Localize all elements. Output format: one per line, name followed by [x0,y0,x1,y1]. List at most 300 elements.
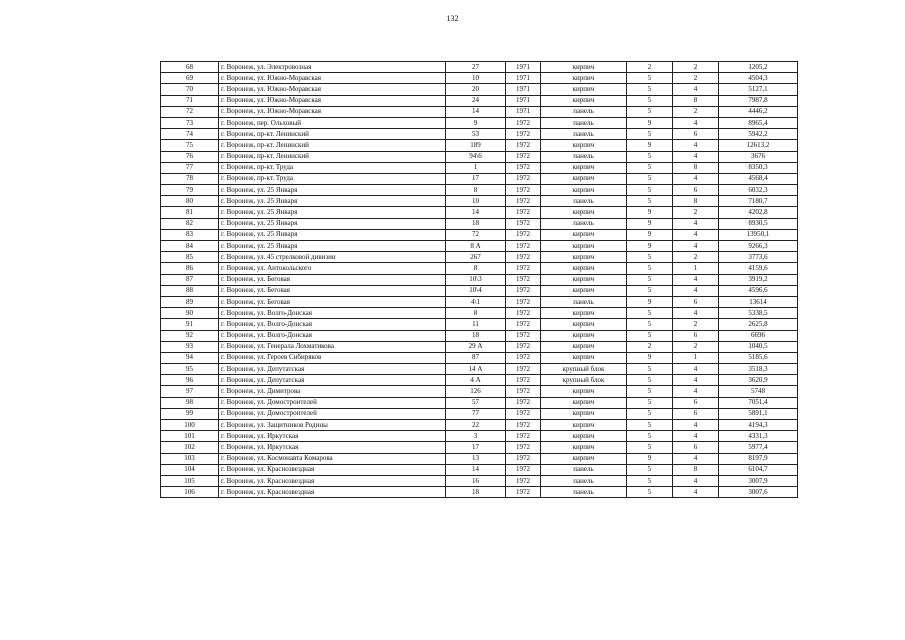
area-cell: 8965,4 [719,117,798,128]
row-number: 102 [161,442,219,453]
floors-cell: 2 [627,62,673,73]
house-number-cell: 87 [446,352,506,363]
row-number: 69 [161,73,219,84]
floors-cell: 9 [627,229,673,240]
house-number-cell: 53 [446,129,506,140]
area-cell: 2625,8 [719,319,798,330]
area-cell: 4568,4 [719,173,798,184]
row-number: 93 [161,341,219,352]
year-cell: 1972 [506,330,541,341]
material-cell: кирпич [541,185,627,196]
area-cell: 5185,6 [719,352,798,363]
address-cell: г. Воронеж, пр-кт. Ленинский [219,140,446,151]
address-cell: г. Воронеж, ул. Домостроителей [219,397,446,408]
area-cell: 4504,3 [719,73,798,84]
material-cell: кирпич [541,62,627,73]
row-number: 71 [161,95,219,106]
house-number-cell: 20 [446,84,506,95]
address-cell: г. Воронеж, ул. Краснозвездная [219,475,446,486]
entrances-cell: 1 [673,352,719,363]
table-row [161,308,798,319]
material-cell: кирпич [541,252,627,263]
row-number: 70 [161,84,219,95]
area-cell: 5977,4 [719,442,798,453]
table-row [161,453,798,464]
material-cell: кирпич [541,241,627,252]
entrances-cell: 4 [673,140,719,151]
house-number-cell: 72 [446,229,506,240]
row-number: 86 [161,263,219,274]
address-cell: г. Воронеж, ул. 25 Января [219,207,446,218]
address-cell: г. Воронеж, ул. Электровозная [219,62,446,73]
address-cell: г. Воронеж, ул. Иркутская [219,442,446,453]
material-cell: крупный блок [541,375,627,386]
material-cell: панель [541,464,627,475]
row-number: 77 [161,162,219,173]
address-cell: г. Воронеж, ул. Иркутская [219,431,446,442]
table-row [161,73,798,84]
house-number-cell: 13 [446,453,506,464]
table-body [161,62,798,498]
row-number: 99 [161,408,219,419]
table-row [161,218,798,229]
address-cell: г. Воронеж, ул. 25 Января [219,229,446,240]
table-row [161,129,798,140]
address-cell: г. Воронеж, ул. Волго-Донская [219,308,446,319]
address-cell: г. Воронеж, ул. 25 Января [219,185,446,196]
material-cell: кирпич [541,319,627,330]
floors-cell: 5 [627,162,673,173]
year-cell: 1972 [506,308,541,319]
entrances-cell: 6 [673,397,719,408]
row-number: 76 [161,151,219,162]
year-cell: 1972 [506,229,541,240]
year-cell: 1972 [506,397,541,408]
floors-cell: 5 [627,73,673,84]
floors-cell: 5 [627,274,673,285]
row-number: 85 [161,252,219,263]
address-cell: г. Воронеж, ул. Депутатская [219,375,446,386]
row-number: 73 [161,117,219,128]
address-cell: г. Воронеж, ул. Домостроителей [219,408,446,419]
floors-cell: 9 [627,117,673,128]
house-number-cell: 18 [446,487,506,498]
table-row [161,84,798,95]
row-number: 89 [161,296,219,307]
address-cell: г. Воронеж, ул. Героев Сибиряков [219,352,446,363]
table-row [161,207,798,218]
entrances-cell: 4 [673,487,719,498]
entrances-cell: 4 [673,364,719,375]
entrances-cell: 6 [673,296,719,307]
year-cell: 1972 [506,475,541,486]
material-cell: кирпич [541,442,627,453]
area-cell: 13614 [719,296,798,307]
year-cell: 1972 [506,408,541,419]
year-cell: 1972 [506,196,541,207]
floors-cell: 5 [627,397,673,408]
area-cell: 5748 [719,386,798,397]
entrances-cell: 4 [673,420,719,431]
house-number-cell: 14 [446,106,506,117]
row-number: 103 [161,453,219,464]
row-number: 87 [161,274,219,285]
house-number-cell: 94\6 [446,151,506,162]
entrances-cell: 2 [673,319,719,330]
material-cell: панель [541,106,627,117]
row-number: 83 [161,229,219,240]
table-row [161,106,798,117]
year-cell: 1972 [506,185,541,196]
table-row [161,475,798,486]
area-cell: 4202,8 [719,207,798,218]
floors-cell: 5 [627,431,673,442]
table-row [161,352,798,363]
material-cell: кирпич [541,431,627,442]
floors-cell: 5 [627,386,673,397]
house-number-cell: 17 [446,442,506,453]
material-cell: кирпич [541,352,627,363]
year-cell: 1972 [506,464,541,475]
entrances-cell: 4 [673,84,719,95]
table-row [161,173,798,184]
house-number-cell: 77 [446,408,506,419]
material-cell: панель [541,117,627,128]
area-cell: 4446,2 [719,106,798,117]
year-cell: 1972 [506,274,541,285]
floors-cell: 5 [627,84,673,95]
table-row [161,241,798,252]
table-row [161,464,798,475]
table-row [161,285,798,296]
row-number: 88 [161,285,219,296]
year-cell: 1972 [506,151,541,162]
entrances-cell: 2 [673,73,719,84]
floors-cell: 5 [627,252,673,263]
floors-cell: 9 [627,218,673,229]
house-number-cell: 8 [446,308,506,319]
year-cell: 1972 [506,386,541,397]
table-row [161,408,798,419]
year-cell: 1972 [506,352,541,363]
table-row [161,487,798,498]
table-row [161,330,798,341]
area-cell: 3773,6 [719,252,798,263]
address-cell: г. Воронеж, ул. Беговая [219,274,446,285]
table-row [161,263,798,274]
table-row [161,162,798,173]
entrances-cell: 4 [673,475,719,486]
address-cell: г. Воронеж, ул. Димитрова [219,386,446,397]
row-number: 92 [161,330,219,341]
area-cell: 4596,6 [719,285,798,296]
house-number-cell: 10 [446,73,506,84]
address-cell: г. Воронеж, ул. 25 Января [219,218,446,229]
year-cell: 1972 [506,207,541,218]
table-row [161,117,798,128]
material-cell: кирпич [541,73,627,84]
area-cell: 3620,9 [719,375,798,386]
year-cell: 1972 [506,173,541,184]
floors-cell: 9 [627,352,673,363]
entrances-cell: 2 [673,341,719,352]
year-cell: 1972 [506,252,541,263]
floors-cell: 5 [627,173,673,184]
year-cell: 1972 [506,129,541,140]
row-number: 105 [161,475,219,486]
address-cell: г. Воронеж, пр-кт. Труда [219,173,446,184]
row-number: 68 [161,62,219,73]
floors-cell: 9 [627,207,673,218]
address-cell: г. Воронеж, ул. Южно-Моравская [219,95,446,106]
address-cell: г. Воронеж, ул. Краснозвездная [219,464,446,475]
table-row [161,397,798,408]
row-number: 82 [161,218,219,229]
area-cell: 4159,6 [719,263,798,274]
material-cell: кирпич [541,285,627,296]
year-cell: 1972 [506,453,541,464]
entrances-cell: 8 [673,196,719,207]
floors-cell: 5 [627,442,673,453]
floors-cell: 9 [627,241,673,252]
material-cell: кирпич [541,330,627,341]
entrances-cell: 2 [673,106,719,117]
address-cell: г. Воронеж, ул. Волго-Донская [219,330,446,341]
table-row [161,431,798,442]
house-number-cell: 18 [446,218,506,229]
table-row [161,420,798,431]
material-cell: панель [541,218,627,229]
entrances-cell: 2 [673,62,719,73]
area-cell: 6032,3 [719,185,798,196]
row-number: 72 [161,106,219,117]
floors-cell: 5 [627,330,673,341]
entrances-cell: 6 [673,185,719,196]
area-cell: 9266,3 [719,241,798,252]
table-row [161,386,798,397]
house-number-cell: 10\4 [446,285,506,296]
year-cell: 1971 [506,84,541,95]
house-number-cell: 11 [446,319,506,330]
year-cell: 1972 [506,140,541,151]
table-row [161,252,798,263]
material-cell: кирпич [541,84,627,95]
address-cell: г. Воронеж, ул. Южно-Моравская [219,84,446,95]
table-row [161,140,798,151]
floors-cell: 5 [627,129,673,140]
address-cell: г. Воронеж, ул. Волго-Донская [219,319,446,330]
house-number-cell: 3 [446,431,506,442]
material-cell: панель [541,296,627,307]
floors-cell: 5 [627,308,673,319]
row-number: 74 [161,129,219,140]
address-cell: г. Воронеж, пер. Ольховый [219,117,446,128]
address-cell: г. Воронеж, пр-кт. Труда [219,162,446,173]
area-cell: 3518,3 [719,364,798,375]
entrances-cell: 4 [673,308,719,319]
entrances-cell: 4 [673,241,719,252]
entrances-cell: 2 [673,207,719,218]
address-cell: г. Воронеж, ул. Краснозвездная [219,487,446,498]
entrances-cell: 4 [673,375,719,386]
entrances-cell: 8 [673,464,719,475]
row-number: 78 [161,173,219,184]
house-number-cell: 10 [446,196,506,207]
year-cell: 1972 [506,218,541,229]
row-number: 96 [161,375,219,386]
house-number-cell: 24 [446,95,506,106]
house-number-cell: 9 [446,117,506,128]
house-number-cell: 10\3 [446,274,506,285]
table-row [161,274,798,285]
area-cell: 6104,7 [719,464,798,475]
area-cell: 13950,1 [719,229,798,240]
row-number: 75 [161,140,219,151]
year-cell: 1972 [506,319,541,330]
row-number: 84 [161,241,219,252]
year-cell: 1971 [506,62,541,73]
house-number-cell: 27 [446,62,506,73]
entrances-cell: 4 [673,218,719,229]
table-row [161,229,798,240]
row-number: 81 [161,207,219,218]
house-number-cell: 14 [446,207,506,218]
address-cell: г. Воронеж, ул. Южно-Моравская [219,73,446,84]
row-number: 91 [161,319,219,330]
house-number-cell: 8 [446,263,506,274]
material-cell: кирпич [541,229,627,240]
area-cell: 8930,5 [719,218,798,229]
buildings-table [160,61,798,498]
material-cell: кирпич [541,408,627,419]
floors-cell: 5 [627,364,673,375]
entrances-cell: 4 [673,151,719,162]
floors-cell: 5 [627,263,673,274]
area-cell: 1040,5 [719,341,798,352]
floors-cell: 5 [627,185,673,196]
page-number: 132 [446,14,459,23]
area-cell: 5338,5 [719,308,798,319]
area-cell: 3919,2 [719,274,798,285]
area-cell: 7987,8 [719,95,798,106]
year-cell: 1972 [506,364,541,375]
year-cell: 1971 [506,73,541,84]
entrances-cell: 6 [673,442,719,453]
table-row [161,62,798,73]
area-cell: 3007,9 [719,475,798,486]
entrances-cell: 4 [673,453,719,464]
floors-cell: 5 [627,408,673,419]
address-cell: г. Воронеж, ул. Космонавта Комарова [219,453,446,464]
entrances-cell: 4 [673,386,719,397]
material-cell: кирпич [541,173,627,184]
material-cell: кирпич [541,341,627,352]
row-number: 79 [161,185,219,196]
floors-cell: 9 [627,453,673,464]
house-number-cell: 189 [446,140,506,151]
floors-cell: 5 [627,487,673,498]
entrances-cell: 8 [673,162,719,173]
material-cell: панель [541,475,627,486]
row-number: 98 [161,397,219,408]
entrances-cell: 4 [673,117,719,128]
table-row [161,95,798,106]
year-cell: 1972 [506,241,541,252]
address-cell: г. Воронеж, пр-кт. Ленинский [219,151,446,162]
year-cell: 1972 [506,341,541,352]
material-cell: кирпич [541,162,627,173]
table-row [161,296,798,307]
row-number: 106 [161,487,219,498]
table-row [161,364,798,375]
entrances-cell: 6 [673,129,719,140]
house-number-cell: 8 [446,185,506,196]
entrances-cell: 6 [673,330,719,341]
material-cell: кирпич [541,140,627,151]
material-cell: кирпич [541,274,627,285]
entrances-cell: 4 [673,173,719,184]
house-number-cell: 267 [446,252,506,263]
row-number: 100 [161,420,219,431]
area-cell: 6696 [719,330,798,341]
area-cell: 7180,7 [719,196,798,207]
address-cell: г. Воронеж, ул. Депутатская [219,364,446,375]
house-number-cell: 16 [446,475,506,486]
entrances-cell: 1 [673,263,719,274]
material-cell: кирпич [541,386,627,397]
house-number-cell: 4 А [446,375,506,386]
entrances-cell: 8 [673,95,719,106]
table-row [161,375,798,386]
row-number: 95 [161,364,219,375]
area-cell: 4331,3 [719,431,798,442]
floors-cell: 5 [627,95,673,106]
address-cell: г. Воронеж, ул. 45 стрелковой дивизии [219,252,446,263]
year-cell: 1972 [506,420,541,431]
year-cell: 1972 [506,263,541,274]
material-cell: панель [541,487,627,498]
year-cell: 1972 [506,117,541,128]
house-number-cell: 126 [446,386,506,397]
entrances-cell: 4 [673,431,719,442]
address-cell: г. Воронеж, ул. Генерала Лохматикова [219,341,446,352]
area-cell: 8197,9 [719,453,798,464]
area-cell: 12613,2 [719,140,798,151]
material-cell: крупный блок [541,364,627,375]
floors-cell: 2 [627,341,673,352]
address-cell: г. Воронеж, пр-кт. Ленинский [219,129,446,140]
floors-cell: 5 [627,196,673,207]
table-row [161,151,798,162]
address-cell: г. Воронеж, ул. Беговая [219,296,446,307]
area-cell: 5942,2 [719,129,798,140]
floors-cell: 5 [627,106,673,117]
row-number: 97 [161,386,219,397]
table-row [161,442,798,453]
house-number-cell: 18 [446,330,506,341]
entrances-cell: 4 [673,285,719,296]
row-number: 90 [161,308,219,319]
year-cell: 1972 [506,296,541,307]
house-number-cell: 17 [446,173,506,184]
table-row [161,185,798,196]
material-cell: кирпич [541,263,627,274]
area-cell: 3007,6 [719,487,798,498]
material-cell: панель [541,129,627,140]
house-number-cell: 8 А [446,241,506,252]
material-cell: кирпич [541,453,627,464]
area-cell: 4194,3 [719,420,798,431]
